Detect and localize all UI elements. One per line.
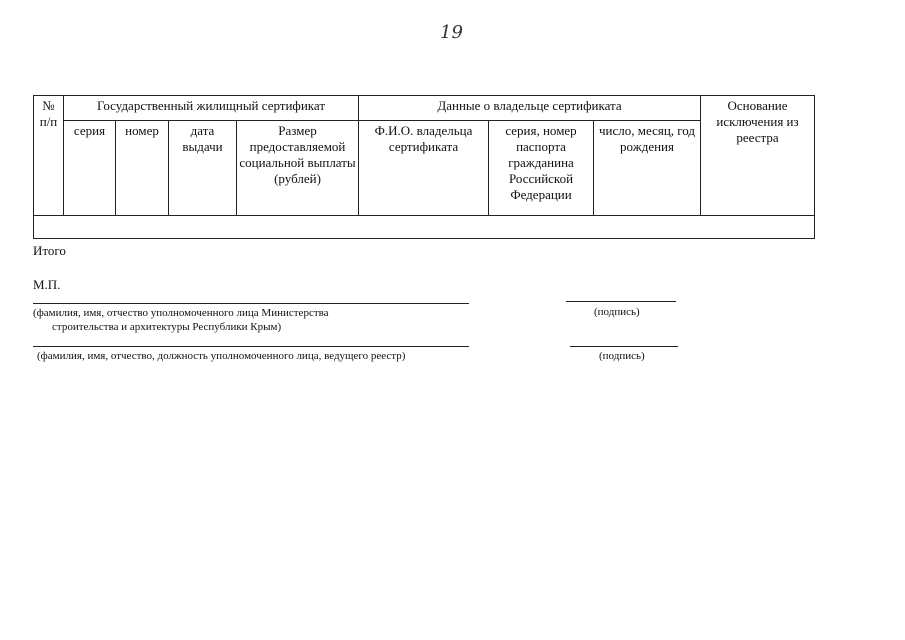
series-header: серия (64, 121, 116, 216)
number-header: номер (116, 121, 169, 216)
certificate-group-header: Государственный жилищный сертификат (64, 96, 359, 121)
name-caption-2: (фамилия, имя, отчество, должность уполномоченного лица, ведущего реестр) (37, 350, 406, 362)
sign-caption-2: (подпись) (599, 350, 645, 362)
basis-header: Основание исключения из реестра (701, 96, 815, 216)
name-line-2 (33, 346, 469, 347)
payment-size-header: Размер предоставляемой социальной выплаты (рублей) (237, 121, 359, 216)
owner-group-header: Данные о владельце сертификата (359, 96, 701, 121)
registry-table (33, 95, 815, 239)
sign-line-2 (570, 346, 678, 347)
name-caption-1a: (фамилия, имя, отчество уполномоченного лица Министерства (33, 307, 329, 319)
header-row-sub (34, 121, 815, 216)
name-line-1 (33, 303, 469, 304)
passport-header: серия, номер паспорта гражданина Российской Федерации (489, 121, 594, 216)
page-number: 19 (440, 22, 463, 43)
total-label: Итого (33, 243, 66, 258)
header-row-top (34, 96, 815, 121)
num-header: № п/п (34, 96, 64, 216)
stamp-label: М.П. (33, 277, 61, 292)
birth-date-header: число, месяц, год рождения (594, 121, 701, 216)
sign-line-1 (566, 301, 676, 302)
sign-caption-1: (подпись) (594, 306, 640, 318)
empty-row (34, 216, 815, 239)
owner-name-header: Ф.И.О. владельца сертификата (359, 121, 489, 216)
name-caption-1b: строительства и архитектуры Республики Крым) (52, 321, 282, 333)
empty-cell (34, 216, 815, 239)
issue-date-header: дата выдачи (169, 121, 237, 216)
